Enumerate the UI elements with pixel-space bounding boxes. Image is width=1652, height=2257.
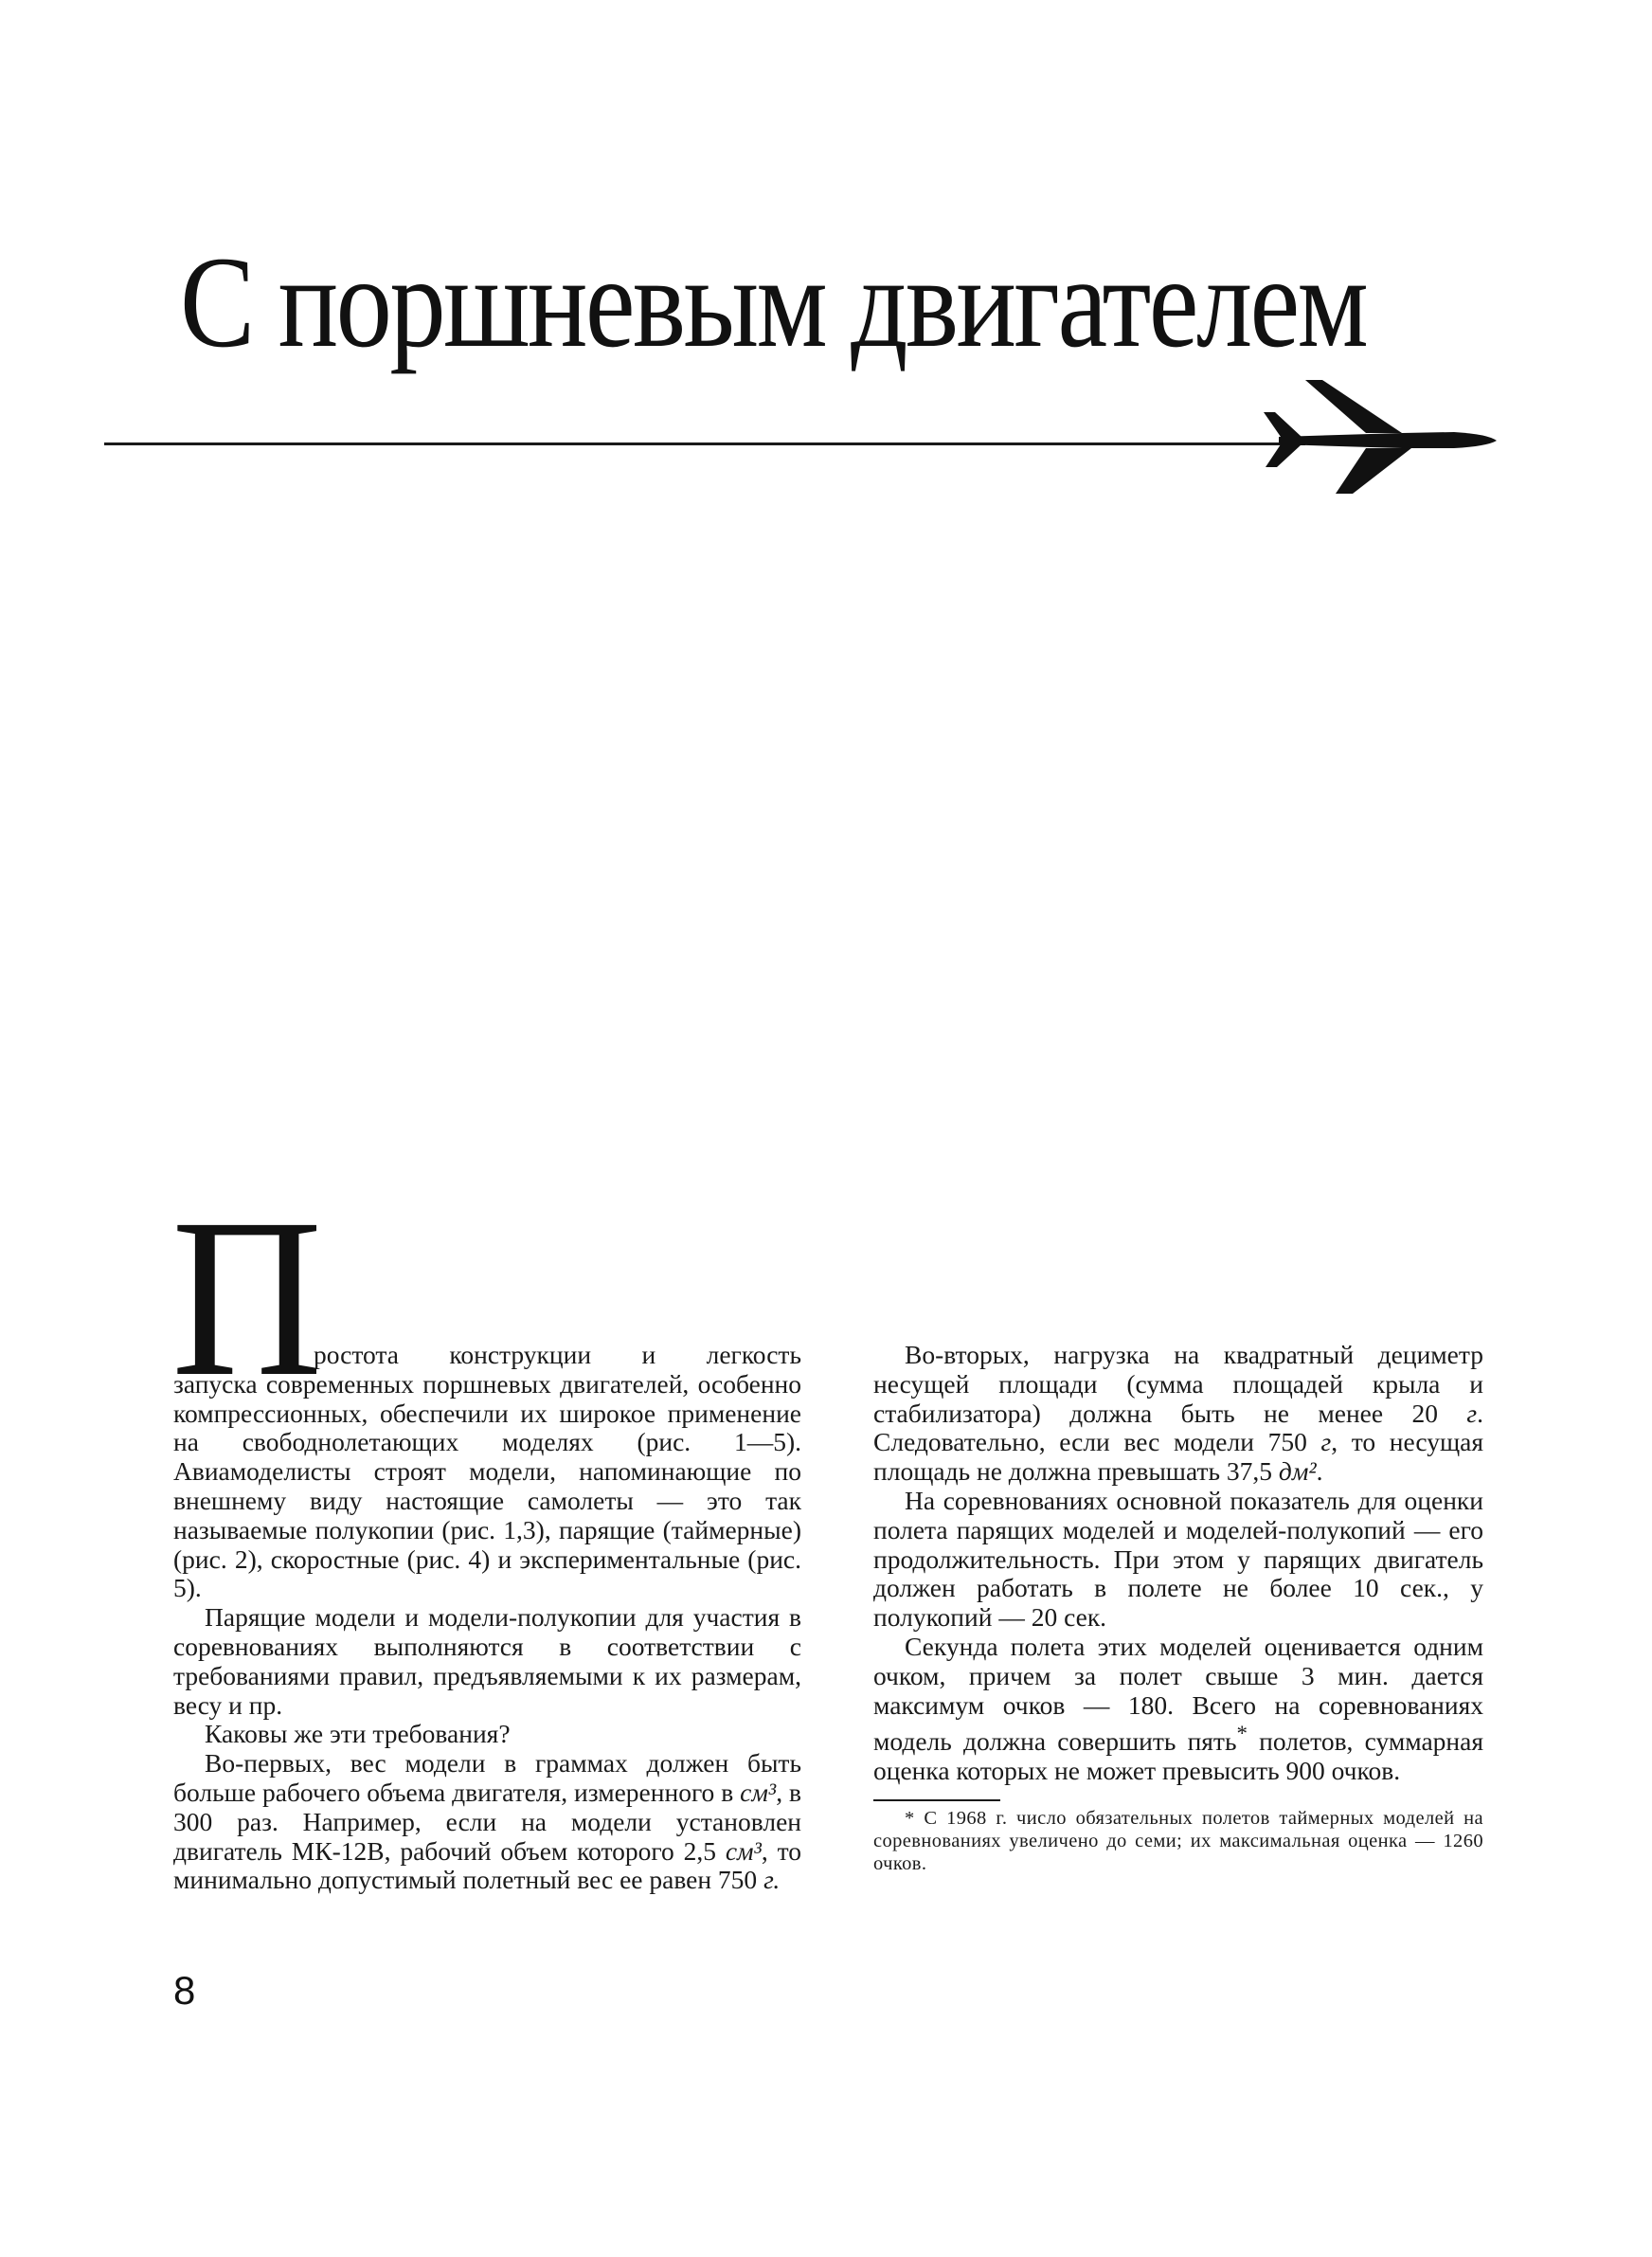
- footnote: * С 1968 г. число обязательных полетов таймерных моделей на соревнованиях увеличено до семи; их максимальная оценка — 1260 очков.: [873, 1808, 1483, 1875]
- unit-gram: г: [1466, 1398, 1478, 1428]
- load-text-b: . Следовательно, если вес модели 750: [873, 1398, 1483, 1457]
- weight-text-a: Во-первых, вес модели в граммах должен быть больше рабочего объема двигателя, измеренного в: [173, 1748, 801, 1807]
- page-title: С поршневым двигателем: [180, 229, 1367, 374]
- paragraph-load: [873, 1341, 1483, 1487]
- paragraph-weight: [173, 1749, 801, 1895]
- unit-gram: г.: [763, 1865, 781, 1895]
- intro-first-line: ростота конструкции и легкость: [314, 1340, 801, 1369]
- unit-cm3: см³: [725, 1835, 762, 1866]
- scoring-text-a: Секунда полета этих моделей оценивается одним очком, причем за полет свыше 3 мин. дается максимум очков — 180. Всего на соревнованиях модель должна совершить пять: [873, 1631, 1483, 1757]
- paragraph-question: Каковы же эти требования?: [205, 1719, 511, 1749]
- airplane-icon: [1260, 374, 1497, 497]
- paragraph-scoring: [873, 1633, 1483, 1786]
- footnote-marker: *: [1236, 1722, 1248, 1746]
- unit-dm2: дм²: [1278, 1456, 1317, 1487]
- right-column: [873, 1341, 1483, 1875]
- load-text-a: Во-вторых, нагрузка на квадратный дециметр несущей площади (сумма площадей крыла и стабилизатора) должна быть не менее 20: [873, 1340, 1483, 1428]
- scoring-text-b: полетов, суммарная оценка которых не может превысить 900 очков.: [873, 1726, 1483, 1786]
- paragraph-duration: На соревнованиях основной показатель для оценки полета парящих моделей и моделей-полукопий — его продолжительность. При этом у парящих двигатель должен работать в полете не более 10 сек., у полукопий — 20 сек.: [873, 1485, 1483, 1633]
- paragraph-intro: [171, 1171, 801, 1603]
- unit-cm3: см³: [740, 1777, 777, 1807]
- weight-text-c: , то минимально допустимый полетный вес ее равен 750: [173, 1835, 801, 1895]
- left-column: [171, 1171, 801, 1895]
- unit-gram: г: [1320, 1427, 1332, 1457]
- weight-text-b: , в 300 раз. Например, если на модели установлен двигатель МК-12В, рабочий объем которого 2,5: [173, 1777, 801, 1866]
- load-text-d: .: [1316, 1456, 1323, 1487]
- drop-cap: П: [171, 1171, 323, 1423]
- title-rule: [104, 442, 1305, 445]
- intro-text: запуска современных поршневых двигателей, особенно компрессионных, обеспечили их широкое применение на свободнолетающих моделях (рис. 1—5). Авиамоделисты строят модели, напоминающие по внешнему виду настоящие самолеты — это так называемые полукопии (рис. 1,3), парящие (таймерные) (рис. 2), скоростные (рис. 4) и экспериментальные (рис. 5).: [173, 1368, 801, 1603]
- page-number: 8: [173, 1968, 196, 2013]
- load-text-c: , то несущая площадь не должна превышать 37,5: [873, 1427, 1483, 1487]
- paragraph-requirements: Парящие модели и модели-полукопии для участия в соревнованиях выполняются в соответствии с требованиями правил, предъявляемыми к их размерам, весу и пр.: [173, 1602, 801, 1720]
- footnote-rule: [873, 1799, 1000, 1801]
